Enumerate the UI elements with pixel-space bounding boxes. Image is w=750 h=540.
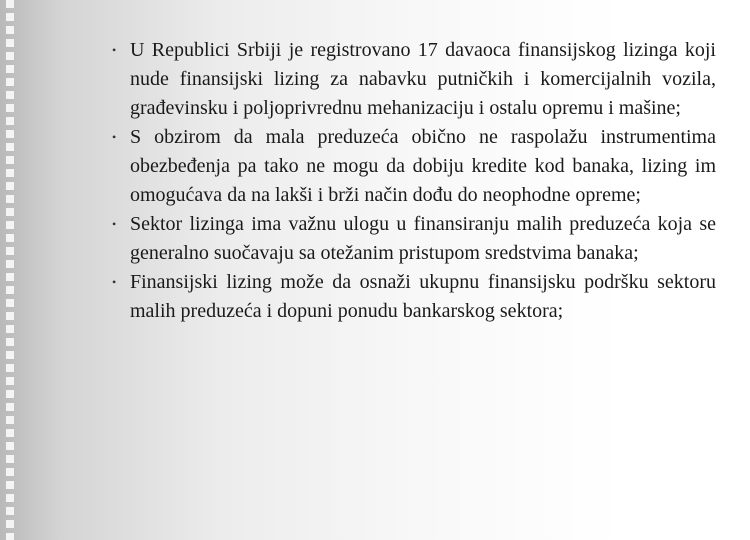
bullet-list (104, 36, 716, 326)
bullet-text: S obzirom da mala preduzeća obično ne raspolažu instrumentima obezbeđenja pa tako ne mogu da dobiju kredite kod banaka, lizing im omogućava da na lakši i brži način dođu do neophodne opreme; (130, 126, 716, 206)
bullet-text: Finansijski lizing može da osnaži ukupnu finansijsku podršku sektoru malih preduzeća i dopuni ponudu bankarskog sektora; (130, 271, 716, 322)
bullet-icon: • (112, 43, 117, 57)
bullet-item (104, 268, 716, 326)
bullet-icon: • (112, 130, 117, 144)
bullet-text: Sektor lizinga ima važnu ulogu u finansiranju malih preduzeća koja se generalno suočavaju sa otežanim pristupom sredstvima banaka; (130, 213, 716, 264)
bullet-text: U Republici Srbiji je registrovano 17 davaoca finansijskog lizinga koji nude finansijski lizing za nabavku putničkih i komercijalnih vozila, građevinsku i poljoprivrednu mehanizaciju i ostalu opremu i mašine; (130, 39, 716, 119)
bullet-item (104, 36, 716, 123)
slide-content (104, 36, 716, 326)
bullet-icon: • (112, 217, 117, 231)
decorative-square-strip (0, 0, 26, 540)
bullet-item (104, 123, 716, 210)
bullet-icon: • (112, 275, 117, 289)
bullet-item (104, 210, 716, 268)
